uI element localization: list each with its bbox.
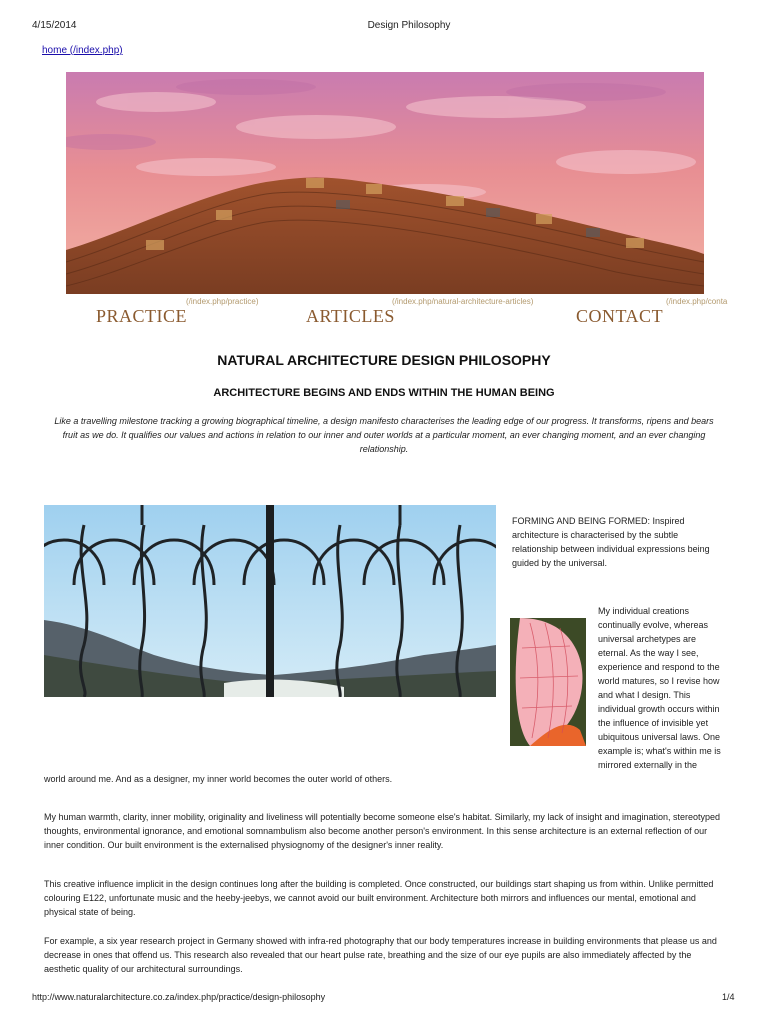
paragraph-continuation: world around me. And as a designer, my inner world becomes the outer world of others. [44,774,393,784]
paragraph-creative-influence: This creative influence implicit in the design continues long after the building is completed. Once constructed, our buildings start shaping us from within. Unlike permitted colouring E122, unfortunate music and the heeby-jeebys, we cannot avoid our built environment. Architecture both mirrors and influences our mental, emotional and physical state of being. [44,879,714,917]
nav-contact-url[interactable]: (/index.php/conta [666,297,728,306]
print-page-number: 1/4 [722,992,735,1002]
nav-practice-url[interactable]: (/index.php/practice) [186,297,259,306]
banner-image [66,72,704,294]
paragraph-individual-creations: My individual creations continually evolve, whereas universal archetypes are eternal. As the way I see, experience and respond to the world matures, so I revise how and what I design. This individual growth occurs within the influence of invisible yet ubiquitous universal laws. One example is; what's within me is mirrored externally in the [598,606,721,770]
nav-articles[interactable]: ARTICLES [306,306,395,326]
page-title: NATURAL ARCHITECTURE DESIGN PHILOSOPHY [217,352,551,368]
railing-image [44,505,496,697]
nav-contact[interactable]: CONTACT [576,306,664,326]
home-link[interactable]: home (/index.php) [42,45,123,56]
paragraph-human-warmth: My human warmth, clarity, inner mobility, originality and liveliness will potentially become someone else's habitat. Similarly, my lack of insight and imagination, stereotyped thoughts, environmental ignorance, and emotional somnambulism also become another person's environment. In this sense architecture is an external reflection of our inner condition. Our built environment is the externalised physiognomy of the designer's inner reality. [44,812,721,850]
paragraph-forming: FORMING AND BEING FORMED: Inspired architecture is characterised by the subtle relationship between individual expressions being guided by the universal. [512,516,710,568]
print-title: Design Philosophy [367,20,451,31]
print-date: 4/15/2014 [32,20,77,31]
intro-paragraph: Like a travelling milestone tracking a growing biographical timeline, a design manifesto characterises the leading edge of our progress. It transforms, ripens and bears fruit as we do. It qualifies our values and actions in relation to our inner and outer worlds at a particular moment, an ever changing moment, and an ever changing relationship. [54,416,714,454]
nav-practice[interactable]: PRACTICE [96,306,188,326]
print-url: http://www.naturalarchitecture.co.za/index.php/practice/design-philosophy [32,992,326,1002]
paragraph-research: For example, a six year research project in Germany showed with infra-red photography that our body temperatures increase in building environments that please us and decrease in ones that offend us. This research also revealed that our heart pulse rate, breathing and the size of our eye pupils are also immediately affected by the aesthetic quality of our architectural surroundings. [44,936,717,974]
nav-articles-url[interactable]: (/index.php/natural-architecture-articles) [392,297,534,306]
page-subtitle: ARCHITECTURE BEGINS AND ENDS WITHIN THE HUMAN BEING [213,387,555,399]
flower-image [510,618,586,746]
